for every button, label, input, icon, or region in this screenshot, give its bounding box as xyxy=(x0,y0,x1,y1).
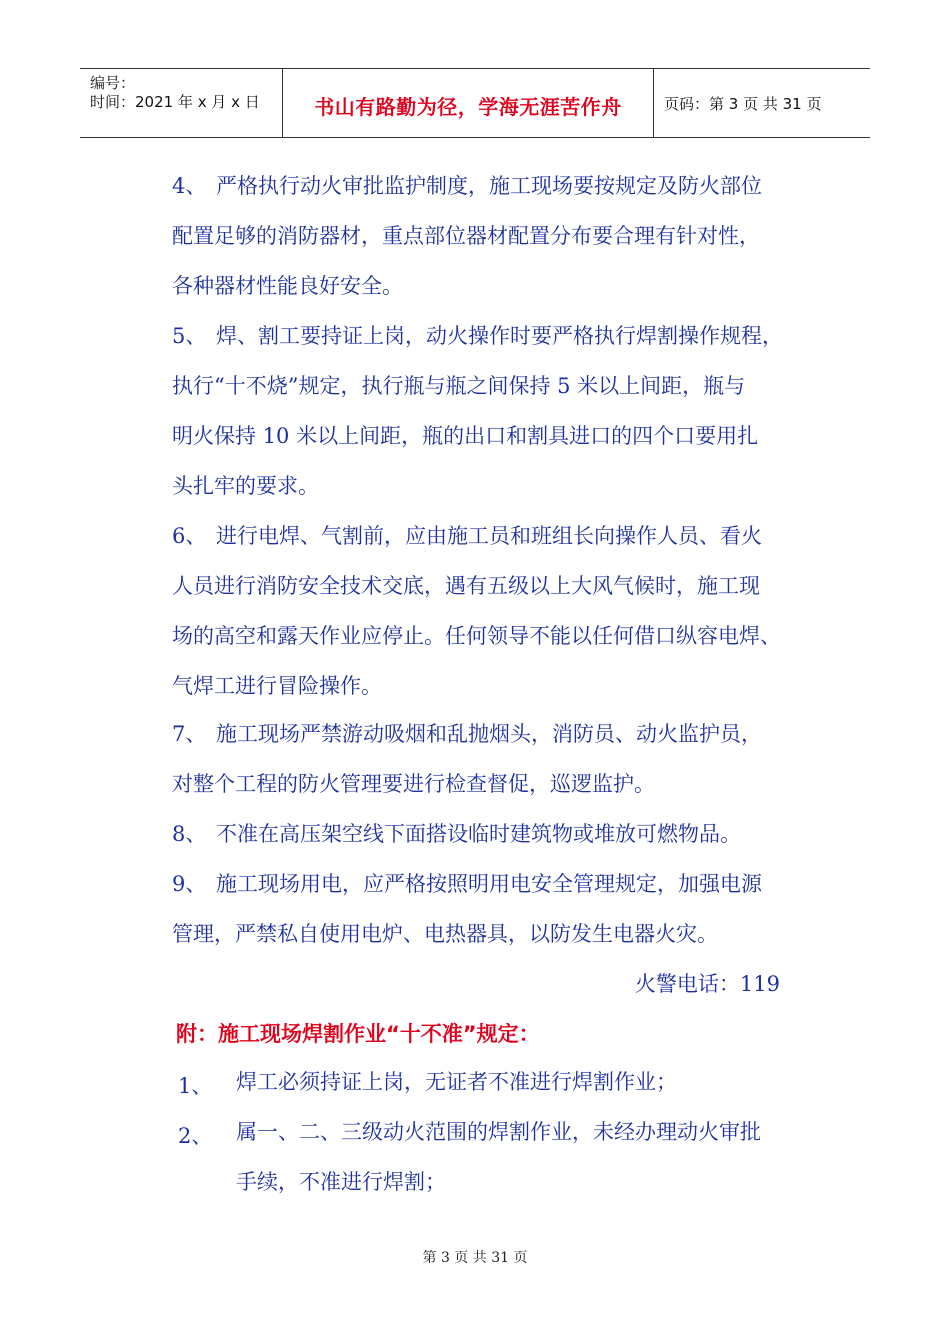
rule-2-line-2: 手续，不准进行焊割； xyxy=(236,1170,446,1194)
item-5-line-4: 头扎牢的要求。 xyxy=(172,474,319,498)
item-text: 施工现场严禁游动吸烟和乱抛烟头，消防员、动火监护员， xyxy=(216,722,762,746)
item-number: 8、 xyxy=(172,822,207,846)
item-text: 施工现场用电，应严格按照明用电安全管理规定，加强电源 xyxy=(216,872,762,896)
header-motto-cell xyxy=(283,69,654,137)
fire-phone: 火警电话：119 xyxy=(634,972,780,996)
item-6-line-4: 气焊工进行冒险操作。 xyxy=(172,674,382,698)
motto-text: 书山有路勤为径，学海无涯苦作舟 xyxy=(314,95,622,119)
item-5-line-3: 明火保持 10 米以上间距，瓶的出口和割具进口的四个口要用扎 xyxy=(172,424,759,448)
item-text: 焊、割工要持证上岗，动火操作时要严格执行焊割操作规程， xyxy=(216,324,783,348)
appendix-title: 附：施工现场焊割作业“十不准”规定： xyxy=(176,1022,540,1046)
item-4-line-1 xyxy=(172,174,762,198)
header-left-cell xyxy=(80,69,283,137)
item-4-line-3: 各种器材性能良好安全。 xyxy=(172,274,403,298)
item-5-line-1 xyxy=(172,324,783,348)
page-footer: 第 3 页 共 31 页 xyxy=(422,1250,528,1266)
header-table xyxy=(80,68,870,138)
item-5-line-2: 执行“十不烧”规定，执行瓶与瓶之间保持 5 米以上间距，瓶与 xyxy=(172,374,746,398)
doc-number-label: 编号： xyxy=(90,74,136,92)
item-4-line-2: 配置足够的消防器材，重点部位器材配置分布要合理有针对性， xyxy=(172,224,760,248)
item-9-line-2: 管理，严禁私自使用电炉、电热器具，以防发生电器火灾。 xyxy=(172,922,718,946)
item-number: 9、 xyxy=(172,872,207,896)
item-6-line-1 xyxy=(172,524,762,548)
rule-1-line-1: 焊工必须持证上岗，无证者不准进行焊割作业； xyxy=(236,1070,677,1094)
item-text: 不准在高压架空线下面搭设临时建筑物或堆放可燃物品。 xyxy=(216,822,741,846)
item-7-line-1 xyxy=(172,722,762,746)
rule-2-number: 2、 xyxy=(178,1124,213,1148)
item-number: 5、 xyxy=(172,324,207,348)
item-number: 4、 xyxy=(172,174,207,198)
item-9-line-1 xyxy=(172,872,762,896)
item-text: 进行电焊、气割前，应由施工员和班组长向操作人员、看火 xyxy=(216,524,762,548)
item-8-line-1 xyxy=(172,822,741,846)
item-number: 6、 xyxy=(172,524,207,548)
item-6-line-2: 人员进行消防安全技术交底，遇有五级以上大风气候时，施工现 xyxy=(172,574,760,598)
item-text: 严格执行动火审批监护制度，施工现场要按规定及防火部位 xyxy=(216,174,762,198)
doc-time-label: 时间：2021 年 x 月 x 日 xyxy=(90,93,260,111)
page-info: 页码：第 3 页 共 31 页 xyxy=(664,95,822,113)
item-6-line-3: 场的高空和露天作业应停止。任何领导不能以任何借口纵容电焊、 xyxy=(172,624,781,648)
item-number: 7、 xyxy=(172,722,207,746)
rule-2-line-1: 属一、二、三级动火范围的焊割作业，未经办理动火审批 xyxy=(236,1120,761,1144)
rule-1-number: 1、 xyxy=(178,1074,213,1098)
item-7-line-2: 对整个工程的防火管理要进行检查督促，巡逻监护。 xyxy=(172,772,655,796)
